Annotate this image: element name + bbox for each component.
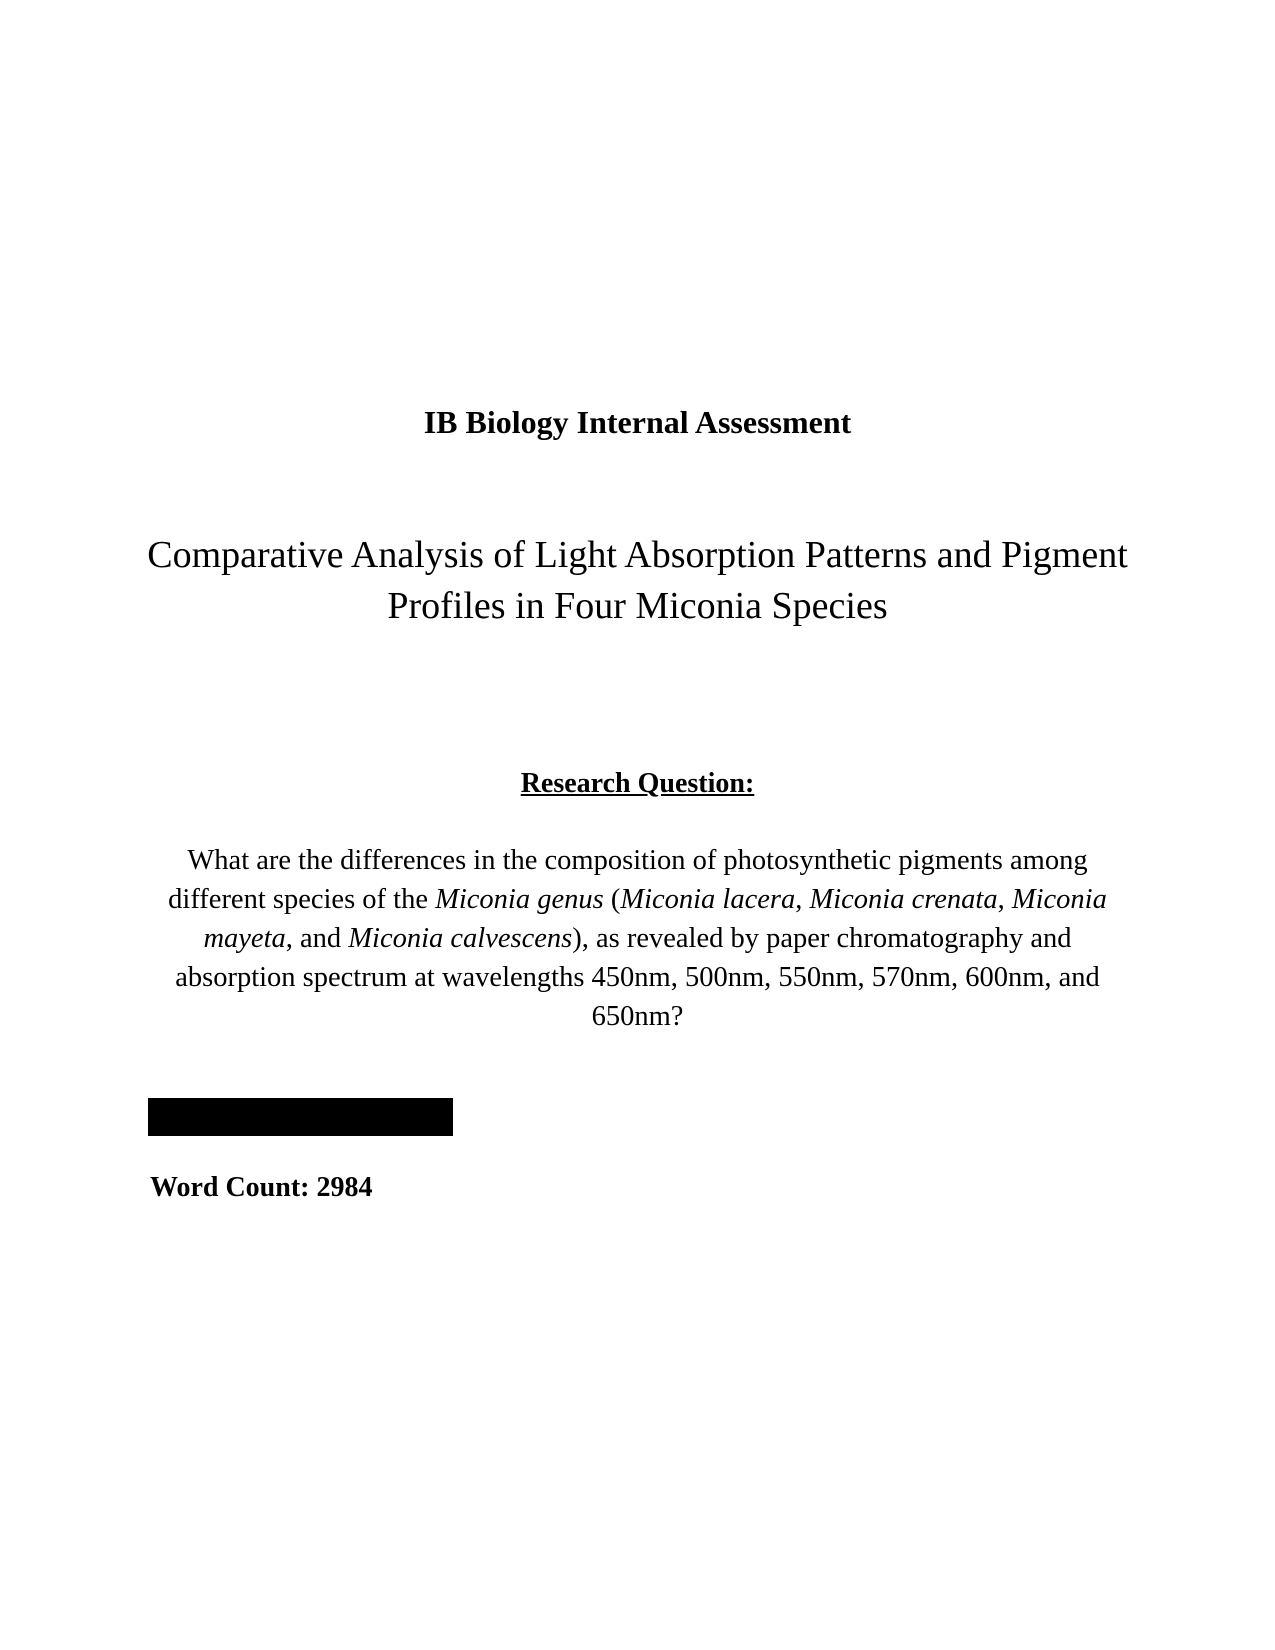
- rq-segment: ,: [795, 884, 810, 915]
- rq-segment-italic: Miconia mayeta: [203, 884, 1107, 954]
- rq-segment: ,: [997, 884, 1012, 915]
- research-question-text: [148, 841, 1127, 1036]
- rq-segment: (: [603, 884, 621, 915]
- assessment-heading: IB Biology Internal Assessment: [423, 404, 852, 440]
- rq-segment: , and: [285, 923, 349, 954]
- rq-segment: What are the differences in the composition of photosynthetic pigments among different species of the: [168, 845, 1088, 915]
- rq-segment-italic: Miconia crenata: [809, 884, 998, 915]
- rq-segment-italic: Miconia lacera: [620, 884, 796, 915]
- document-title: [140, 530, 1135, 632]
- rq-segment-italic: Miconia genus: [435, 884, 604, 915]
- title-line-2: Profiles in Four Miconia Species: [387, 585, 888, 627]
- word-count: Word Count: 2984: [150, 1172, 373, 1203]
- rq-segment-italic: Miconia calvescens: [348, 923, 573, 954]
- redaction-bar: [148, 1098, 453, 1136]
- title-line-1: Comparative Analysis of Light Absorption Patterns and Pigment: [147, 534, 1128, 576]
- rq-segment: ), as revealed by paper chromatography and absorption spectrum at wavelengths 450nm, 500nm, 550nm, 570nm, 600nm, and 650nm?: [175, 923, 1100, 1032]
- research-question-heading: Research Question:: [520, 768, 755, 799]
